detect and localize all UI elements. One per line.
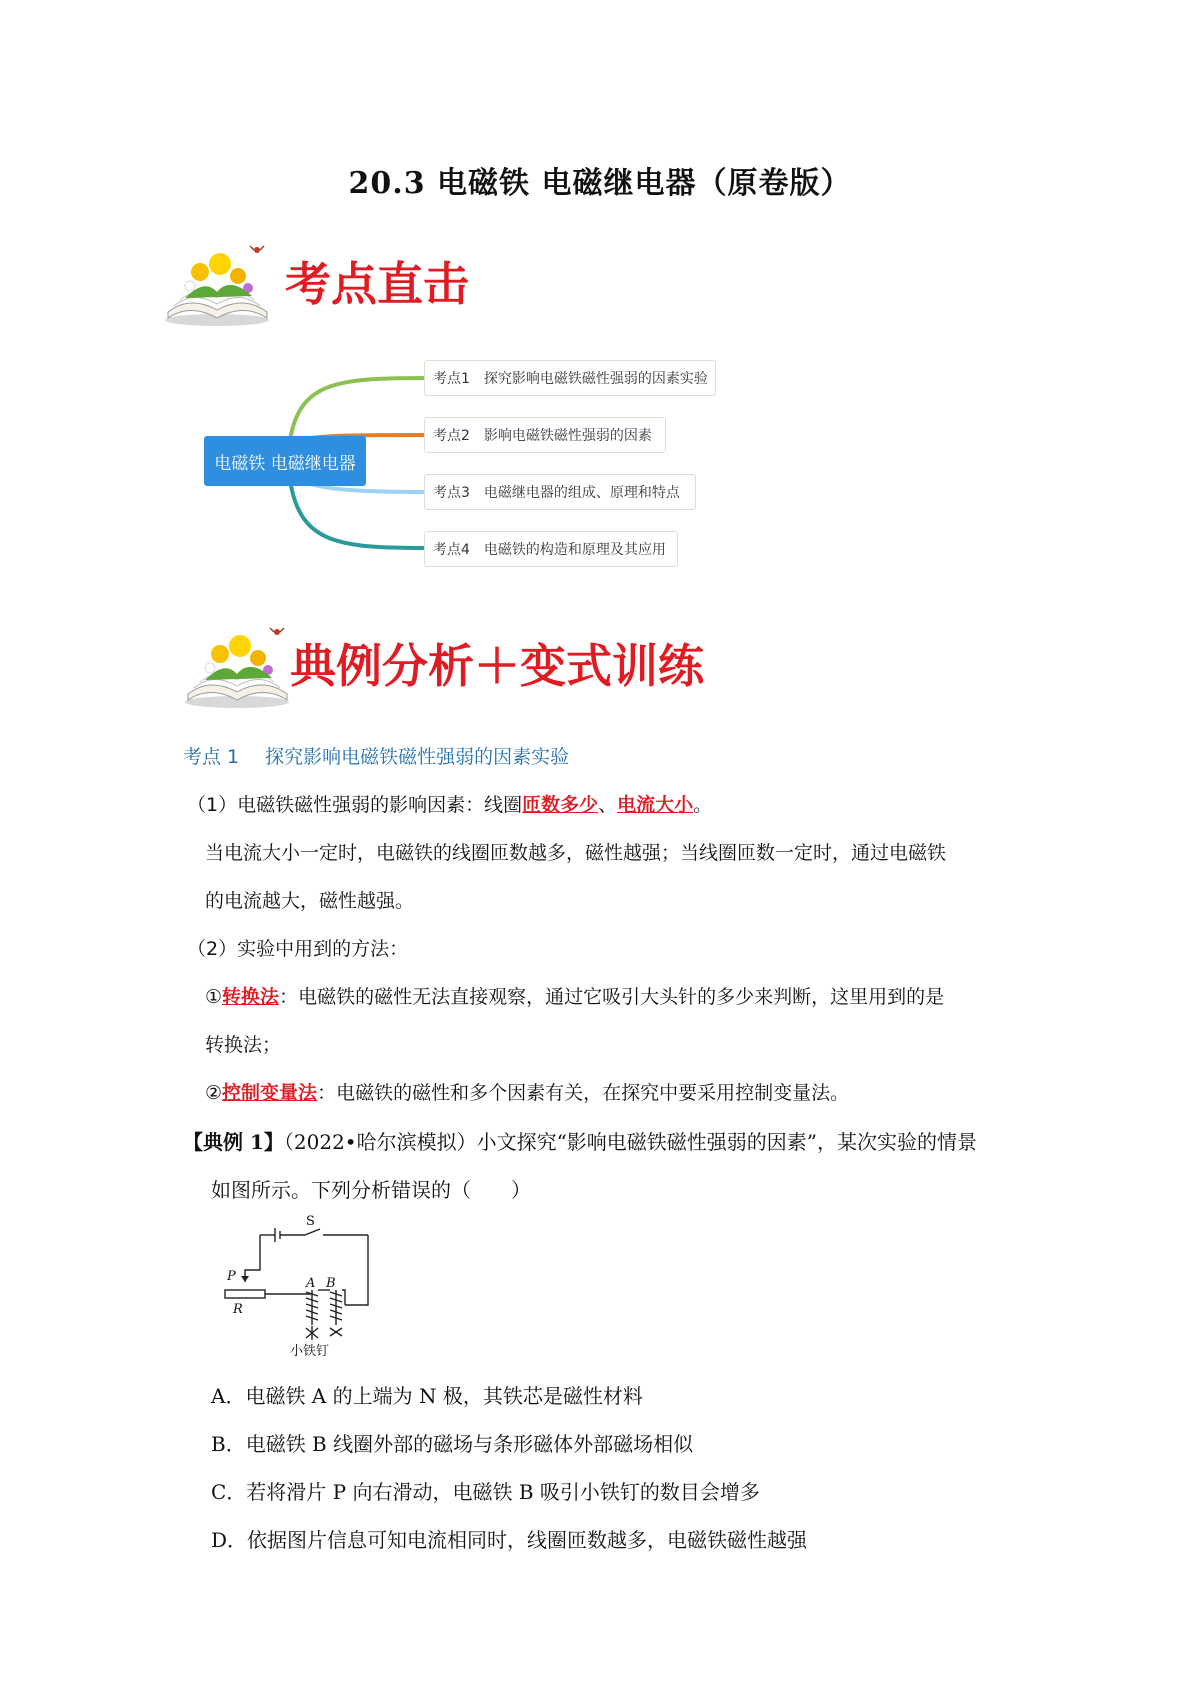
section-heading-text: 探究影响电磁铁磁性强弱的因素实验	[265, 746, 570, 768]
option-a: A．电磁铁 A 的上端为 N 极，其铁芯是磁性材料	[211, 1384, 643, 1408]
text-span: ①	[205, 986, 223, 1008]
banner-exam-points: 考点直击	[285, 257, 469, 311]
highlight-current: 电流大小	[617, 794, 694, 816]
mindmap-node-label: 电磁铁的构造和原理及其应用	[483, 542, 666, 558]
highlight-turns: 匝数多少	[522, 794, 599, 816]
text-span: ：电磁铁的磁性无法直接观察，通过它吸引大头针的多少来判断，这里用到的是	[279, 986, 945, 1008]
example-line-2: 如图所示。下列分析错误的（ ）	[211, 1178, 531, 1202]
text-span: （1）电磁铁磁性强弱的影响因素：线圈	[187, 794, 523, 816]
factor-paragraph	[187, 790, 712, 817]
method-1-cont: 转换法；	[205, 1034, 282, 1056]
figure-caption: 小铁钉	[290, 1344, 330, 1359]
banner-examples-training: 典例分析＋变式训练	[290, 639, 704, 693]
switch-label: S	[306, 1214, 315, 1229]
explanation-line-2: 的电流越大，磁性越强。	[205, 890, 415, 912]
text-span: 、	[598, 794, 618, 816]
section-heading	[183, 742, 569, 769]
option-c: C．若将滑片 P 向右滑动，电磁铁 B 吸引小铁钉的数目会增多	[211, 1480, 760, 1504]
option-d: D．依据图片信息可知电流相同时，线圈匝数越多，电磁铁磁性越强	[211, 1528, 808, 1552]
explanation-line-1: 当电流大小一定时，电磁铁的线圈匝数越多，磁性越强；当线圈匝数一定时，通过电磁铁	[205, 842, 947, 864]
book-flowers-icon	[180, 622, 295, 712]
mindmap-node-num: 考点4	[433, 542, 470, 558]
example-line-1	[183, 1126, 977, 1155]
method-2	[205, 1078, 849, 1105]
mindmap-node-label: 影响电磁铁磁性强弱的因素	[483, 428, 652, 444]
mindmap-node-3	[424, 474, 696, 510]
highlight-conversion-method: 转换法	[222, 986, 280, 1008]
slider-label: P	[227, 1269, 236, 1284]
slider-arrow	[241, 1276, 249, 1282]
mindmap-node-num: 考点1	[433, 371, 470, 387]
resistor-label: R	[233, 1302, 243, 1317]
mindmap-node-1	[424, 360, 716, 396]
mindmap-node-num: 考点2	[433, 428, 470, 444]
mindmap-node-2	[424, 417, 666, 453]
methods-heading: （2）实验中用到的方法：	[187, 938, 409, 960]
mindmap-node-num: 考点3	[433, 485, 470, 501]
coil-a-label: A	[306, 1276, 316, 1291]
method-1	[205, 982, 944, 1009]
text-span: ②	[205, 1082, 223, 1104]
page-title: 20.3 电磁铁 电磁继电器（原卷版）	[348, 166, 852, 201]
coil-b-label: B	[326, 1276, 336, 1291]
mindmap-root: 电磁铁 电磁继电器	[204, 436, 366, 486]
section-heading-num: 考点 1	[183, 746, 240, 768]
text-span: ：电磁铁的磁性和多个因素有关，在探究中要采用控制变量法。	[317, 1082, 850, 1104]
example-label: 【典例 1】	[183, 1130, 284, 1154]
text-span: 。	[693, 794, 713, 816]
option-b: B．电磁铁 B 线圈外部的磁场与条形磁体外部磁场相似	[211, 1432, 694, 1456]
mindmap-node-4	[424, 531, 678, 567]
mindmap-node-label: 探究影响电磁铁磁性强弱的因素实验	[483, 371, 708, 387]
book-flowers-icon	[160, 240, 275, 330]
text-span: （2022•哈尔滨模拟）小文探究“影响电磁铁磁性强弱的因素”，某次实验的情景	[283, 1130, 978, 1154]
highlight-control-variable: 控制变量法	[222, 1082, 318, 1104]
circuit-diagram	[220, 1210, 380, 1360]
mindmap-node-label: 电磁继电器的组成、原理和特点	[483, 485, 680, 501]
